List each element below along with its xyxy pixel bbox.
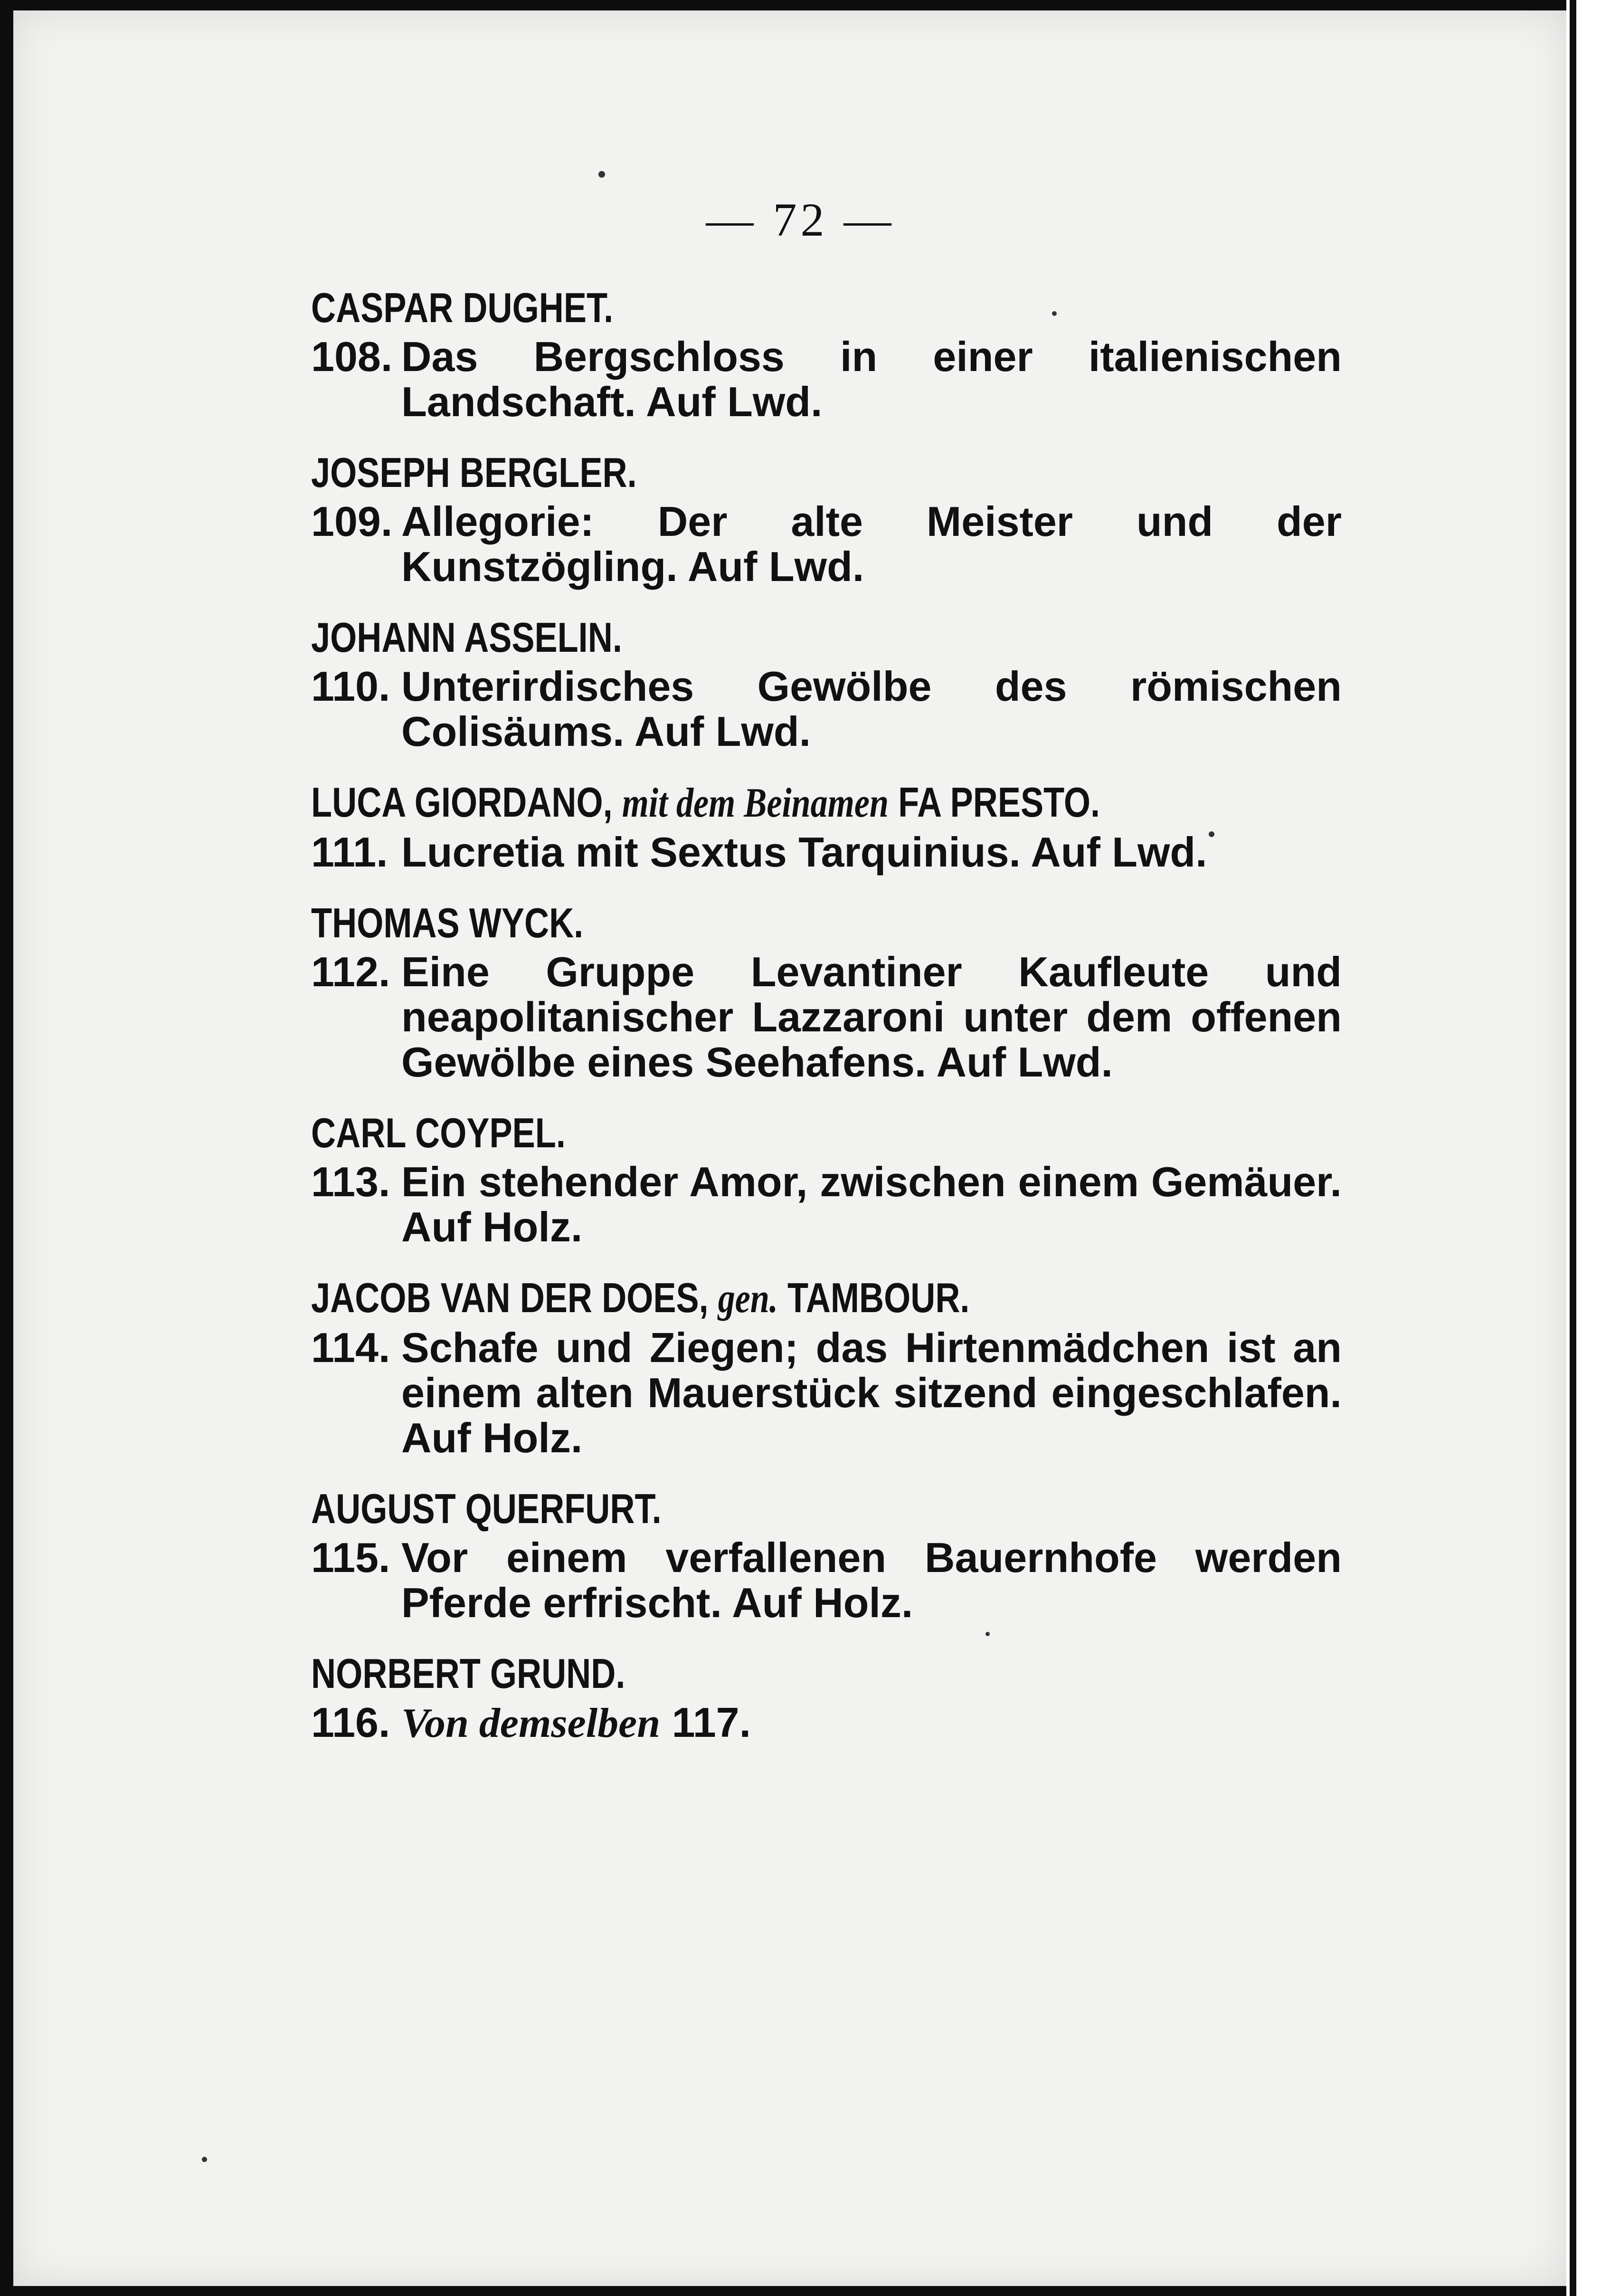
catalogue-entry-114	[311, 1275, 1342, 1460]
catalogue-entry-110	[311, 615, 1342, 754]
artwork-entry	[311, 1159, 1342, 1249]
entry-number: 110.	[311, 663, 390, 710]
artist-name: JOHANN ASSELIN.	[311, 614, 622, 661]
catalogue-list	[311, 285, 1342, 1772]
scan-speck	[202, 2157, 207, 2162]
artwork-entry	[311, 949, 1342, 1085]
artist-epithet: gen.	[718, 1276, 778, 1322]
artist-name: LUCA GIORDANO,	[311, 779, 613, 826]
entry-description: Schafe und Ziegen; das Hirtenmädchen ist an einem alten Mauerstück sitzend eingeschlafen. Auf Holz.	[401, 1324, 1342, 1461]
artwork-entry	[311, 829, 1342, 875]
entry-description: Unterirdisches Gewölbe des römischen Colisäums. Auf Lwd.	[401, 663, 1342, 755]
entry-number: 108.	[311, 333, 393, 380]
entry-description: Ein stehender Amor, zwischen einem Gemäuer. Auf Holz.	[401, 1158, 1342, 1250]
entry-description	[401, 1700, 1342, 1746]
artist-heading	[311, 1275, 1156, 1321]
entry-number: 112.	[311, 948, 390, 995]
artist-name: NORBERT GRUND.	[311, 1650, 625, 1697]
entry-number: 115.	[311, 1534, 390, 1581]
artwork-entry	[311, 1325, 1342, 1460]
catalogue-entry-108	[311, 285, 1342, 424]
entry-reference-italic: Von demselben	[401, 1700, 661, 1746]
entry-description: Lucretia mit Sextus Tarquinius. Auf Lwd.	[401, 829, 1207, 876]
catalogue-entry-111	[311, 780, 1342, 875]
catalogue-entry-109	[311, 450, 1342, 589]
entry-description: Eine Gruppe Levantiner Kaufleute und neapolitanischer Lazzaroni unter dem offenen Gewölbe eines Seehafens. Auf Lwd.	[401, 948, 1342, 1086]
artwork-entry	[311, 334, 1342, 424]
catalogue-entry-112	[311, 900, 1342, 1085]
artist-epithet: mit dem Beinamen	[622, 780, 889, 826]
catalogue-entry-116	[311, 1651, 1342, 1746]
artist-name: AUGUST QUERFURT.	[311, 1485, 662, 1532]
page-number: — 72 —	[706, 193, 895, 246]
entry-description: Vor einem verfallenen Bauernhofe werden Pferde erfrischt. Auf Holz.	[401, 1534, 1342, 1626]
artist-alias: TAMBOUR.	[787, 1274, 970, 1321]
artwork-entry	[311, 1535, 1342, 1625]
artist-name: THOMAS WYCK.	[311, 899, 584, 946]
entry-number: 116.	[311, 1699, 390, 1746]
artist-alias: FA PRESTO.	[898, 779, 1100, 826]
artwork-entry	[311, 664, 1342, 754]
artist-name: JOSEPH BERGLER.	[311, 449, 637, 496]
entry-number: 109.	[311, 498, 393, 545]
entry-number: 114.	[311, 1324, 390, 1371]
binding-edge	[1570, 0, 1576, 2296]
entry-number: 111.	[311, 829, 388, 876]
artist-name: CASPAR DUGHET.	[311, 284, 614, 331]
artist-heading	[311, 780, 1156, 826]
entry-reference-number: 117.	[672, 1699, 751, 1746]
artwork-entry	[311, 499, 1342, 589]
scan-speck	[598, 171, 605, 178]
entry-description: Allegorie: Der alte Meister und der Kunstzögling. Auf Lwd.	[401, 498, 1342, 590]
entry-description: Das Bergschloss in einer italienischen Landschaft. Auf Lwd.	[401, 333, 1342, 425]
catalogue-entry-113	[311, 1110, 1342, 1249]
artwork-entry	[311, 1700, 1342, 1746]
artist-name: JACOB VAN DER DOES,	[311, 1274, 709, 1321]
artist-name: CARL COYPEL.	[311, 1109, 566, 1156]
catalogue-entry-115	[311, 1486, 1342, 1625]
entry-number: 113.	[311, 1158, 390, 1205]
